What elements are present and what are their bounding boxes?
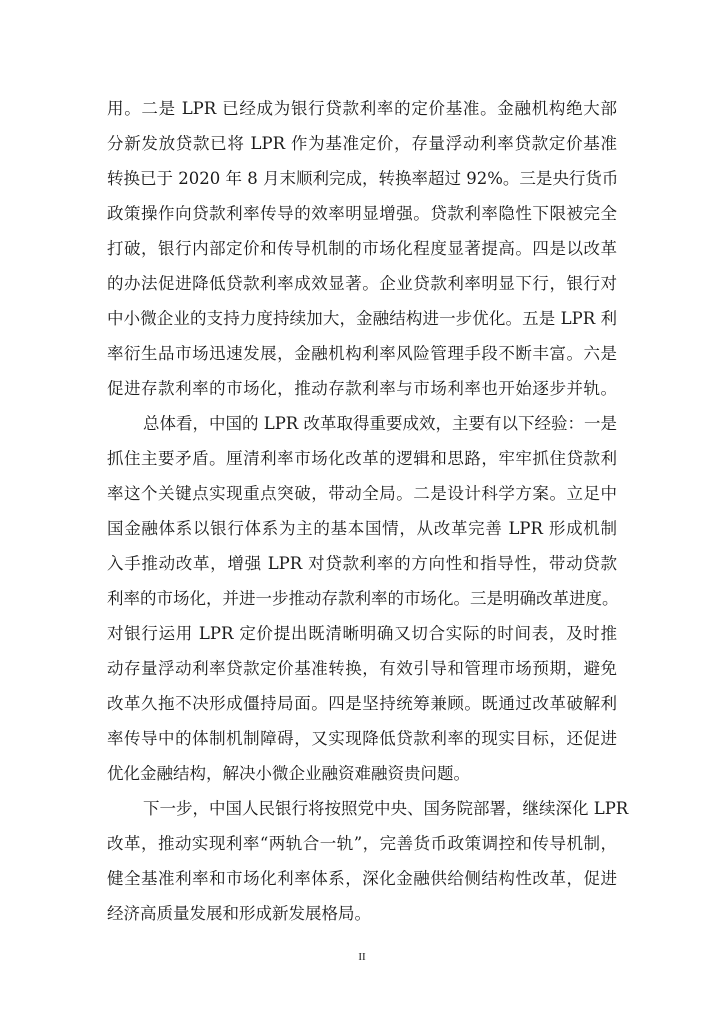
paragraph-2-line-2: 抓住主要矛盾。厘清利率市场化改革的逻辑和思路，牢牢抓住贷款利 — [107, 449, 617, 468]
paragraph-1-line-3: 转换已于 2020 年 8 月末顺利完成，转换率超过 92%。三是央行货币 — [107, 169, 619, 188]
paragraph-1-line-8: 率衍生品市场迅速发展，金融机构利率风险管理手段不断丰富。六是 — [107, 344, 617, 363]
paragraph-1-line-2: 分新发放贷款已将 LPR 作为基准定价，存量浮动利率贷款定价基准 — [107, 134, 617, 153]
paragraph-2-line-4: 国金融体系以银行体系为主的基本国情，从改革完善 LPR 形成机制 — [107, 519, 617, 538]
paragraph-3-line-1: 下一步，中国人民银行将按照党中央、国务院部署，继续深化 LPR — [143, 799, 629, 818]
paragraph-2-line-11: 优化金融结构，解决小微企业融资难融资贵问题。 — [107, 764, 470, 783]
paragraph-2-line-3: 率这个关键点实现重点突破，带动全局。二是设计科学方案。立足中 — [107, 484, 617, 503]
paragraph-2-line-9: 改革久拖不决形成僵持局面。四是坚持统筹兼顾。既通过改革破解利 — [107, 694, 617, 713]
paragraph-1-line-5: 打破，银行内部定价和传导机制的市场化程度显著提高。四是以改革 — [107, 239, 617, 258]
paragraph-3-line-3: 健全基准利率和市场化利率体系，深化金融供给侧结构性改革，促进 — [107, 869, 617, 888]
paragraph-1-line-7: 中小微企业的支持力度持续加大，金融结构进一步优化。五是 LPR 利 — [107, 309, 617, 328]
page-number: II — [358, 951, 366, 963]
paragraph-2-line-1: 总体看，中国的 LPR 改革取得重要成效，主要有以下经验：一是 — [143, 414, 617, 433]
paragraph-2-line-10: 率传导中的体制机制障碍，又实现降低贷款利率的现实目标，还促进 — [107, 729, 617, 748]
paragraph-2-line-7: 对银行运用 LPR 定价提出既清晰明确又切合实际的时间表，及时推 — [107, 624, 617, 643]
paragraph-2-line-6: 利率的市场化，并进一步推动存款利率的市场化。三是明确改革进度。 — [107, 589, 619, 608]
paragraph-3-line-2: 改革，推动实现利率“两轨合一轨”，完善货币政策调控和传导机制， — [107, 834, 617, 853]
paragraph-3-line-4: 经济高质量发展和形成新发展格局。 — [107, 904, 371, 923]
paragraph-1-line-1: 用。二是 LPR 已经成为银行贷款利率的定价基准。金融机构绝大部 — [107, 99, 617, 118]
paragraph-2-line-8: 动存量浮动利率贷款定价基准转换，有效引导和管理市场预期，避免 — [107, 659, 617, 678]
paragraph-1-line-6: 的办法促进降低贷款利率成效显著。企业贷款利率明显下行，银行对 — [107, 274, 617, 293]
paragraph-2-line-5: 入手推动改革，增强 LPR 对贷款利率的方向性和指导性，带动贷款 — [107, 554, 617, 573]
paragraph-1-line-9: 促进存款利率的市场化，推动存款利率与市场利率也开始逐步并轨。 — [107, 379, 617, 398]
paragraph-1-line-4: 政策操作向贷款利率传导的效率明显增强。贷款利率隐性下限被完全 — [107, 204, 617, 223]
